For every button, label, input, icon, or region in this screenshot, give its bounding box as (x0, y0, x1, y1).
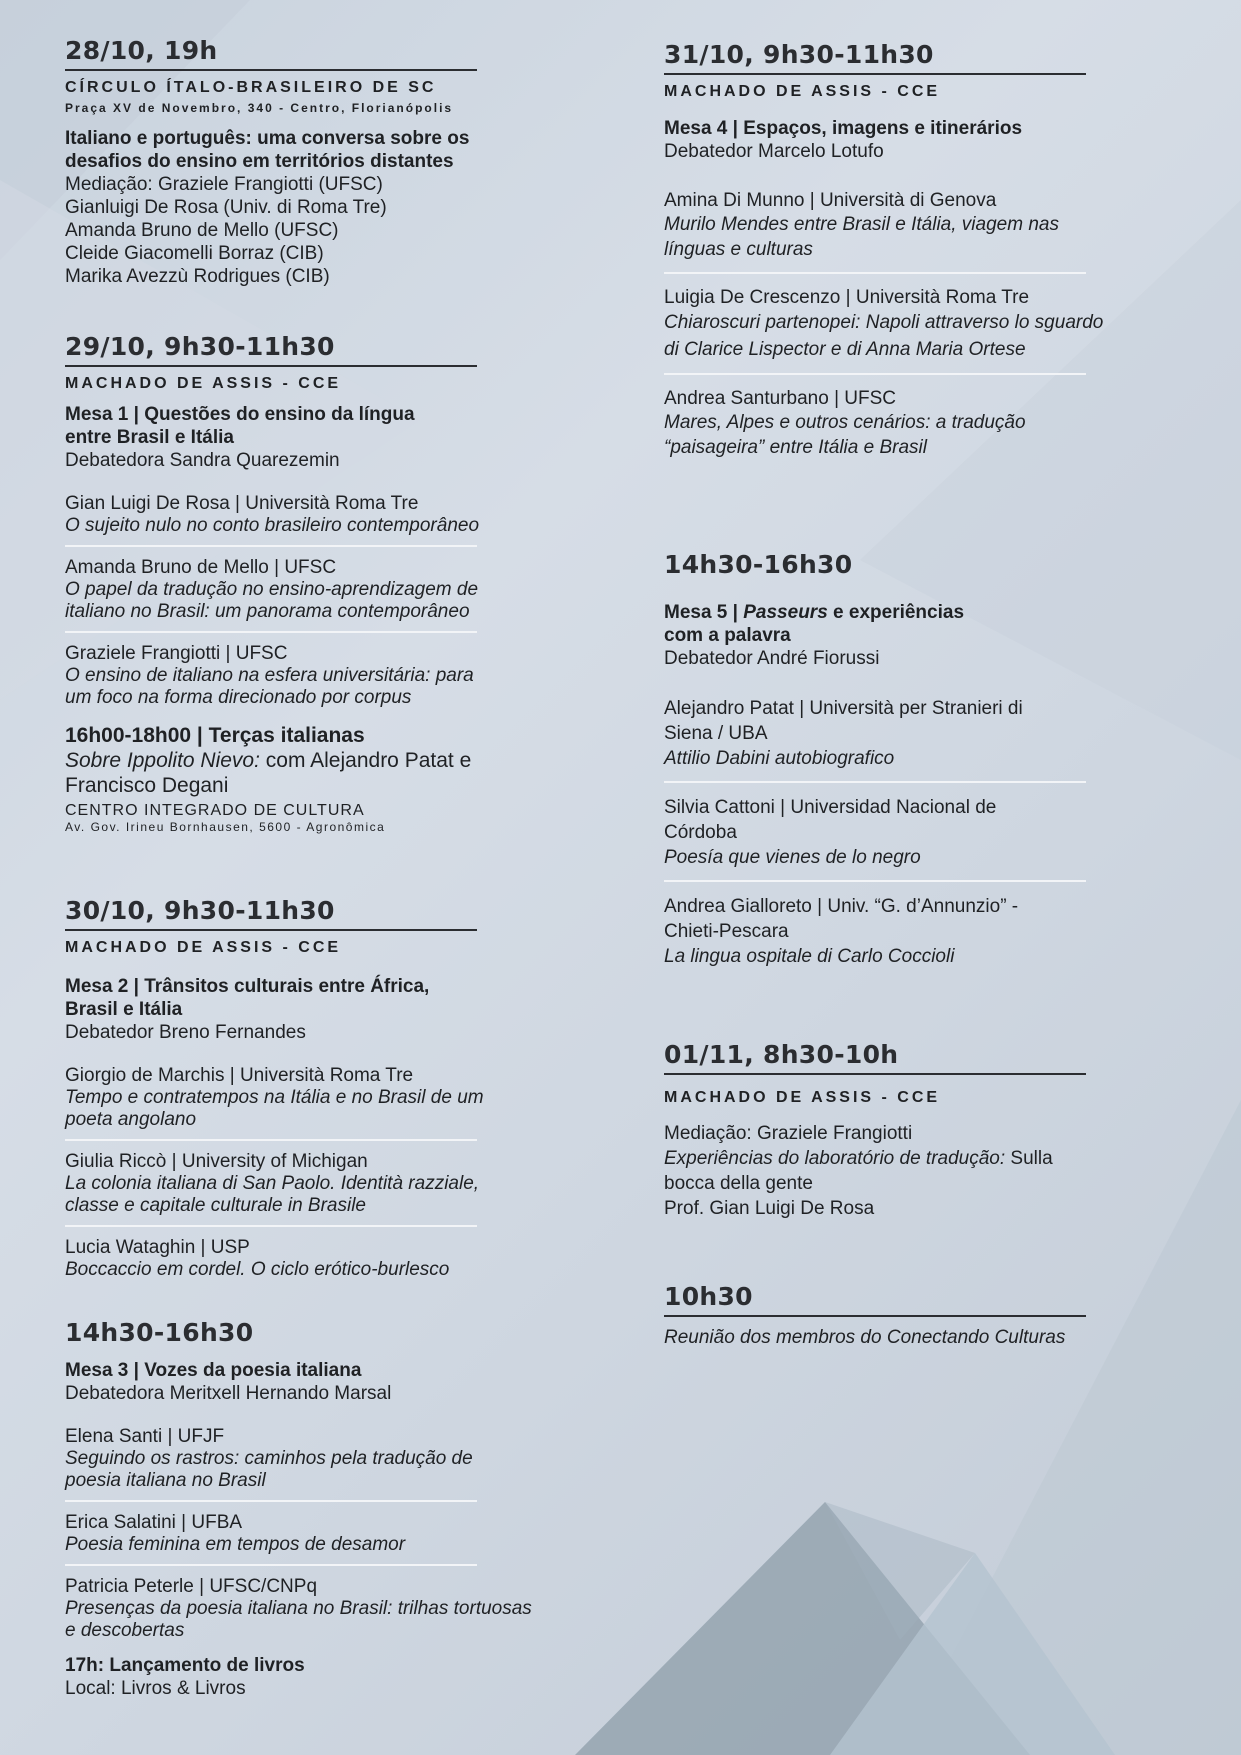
talk-title: O ensino de italiano na esfera universitária: para (65, 665, 474, 686)
venue: MACHADO DE ASSIS - CCE (65, 375, 342, 392)
divider (65, 545, 477, 547)
event-date: 01/11, 8h30-10h (664, 1040, 1086, 1075)
participant: Amanda Bruno de Mello (UFSC) (65, 220, 339, 241)
tercas-title: 16h00-18h00 | Terças italianas (65, 724, 365, 747)
talk-author: Giorgio de Marchis | Università Roma Tre (65, 1065, 414, 1086)
event-date: 30/10, 9h30-11h30 (65, 896, 477, 931)
debater: Debatedor Breno Fernandes (65, 1022, 306, 1043)
mesa-title: Mesa 1 | Questões do ensino da língua (65, 404, 415, 425)
debater: Debatedora Meritxell Hernando Marsal (65, 1383, 392, 1404)
talk-title: poeta angolano (65, 1109, 197, 1130)
talk-title: poesia italiana no Brasil (65, 1470, 266, 1491)
mesa-title: Mesa 4 | Espaços, imagens e itinerários (664, 118, 1023, 139)
talk-title: Chiaroscuri partenopei: Napoli attraverso lo sguardo (664, 312, 1104, 333)
participant: Marika Avezzù Rodrigues (CIB) (65, 266, 330, 287)
participant: Mediação: Graziele Frangiotti (UFSC) (65, 174, 383, 195)
participant: Gianluigi De Rosa (Univ. di Roma Tre) (65, 197, 387, 218)
divider (65, 631, 477, 633)
lab-title-rest: Sulla (1005, 1148, 1053, 1169)
event-title: Italiano e português: uma conversa sobre os (65, 128, 470, 149)
talk-title: Attilio Dabini autobiografico (664, 748, 895, 769)
talk-title: O papel da tradução no ensino-aprendizagem de (65, 579, 479, 600)
event-30-10 (65, 896, 484, 1281)
divider (664, 880, 1086, 882)
event-date: 28/10, 19h (65, 36, 477, 71)
mesa-title: Mesa 3 | Vozes da poesia italiana (65, 1360, 362, 1381)
event-date: 31/10, 9h30-11h30 (664, 40, 1086, 75)
talk-title: “paisageira” entre Itália e Brasil (664, 437, 927, 458)
divider (664, 781, 1086, 783)
lab-title (664, 1146, 1086, 1171)
mesa-title-part: Mesa 5 | (664, 602, 744, 623)
talk-title: um foco na forma direcionado por corpus (65, 687, 412, 708)
lab-professor: Prof. Gian Luigi De Rosa (664, 1198, 875, 1219)
talk-author: Andrea Santurbano | UFSC (664, 388, 897, 409)
mesa-title-italic: Passeurs (743, 602, 828, 623)
talk-author: Amina Di Munno | Università di Genova (664, 190, 997, 211)
book-launch-location: Local: Livros & Livros (65, 1678, 246, 1699)
tercas-desc: Francisco Degani (65, 774, 229, 797)
talk-author: Erica Salatini | UFBA (65, 1512, 243, 1533)
talk-title: línguas e culturas (664, 239, 813, 260)
book-launch: 17h: Lançamento de livros (65, 1655, 305, 1676)
talk-author: Silvia Cattoni | Universidad Nacional de (664, 797, 997, 818)
talk-title: Tempo e contratempos na Itália e no Brasil de um (65, 1087, 484, 1108)
talk-title: Boccaccio em cordel. O ciclo erótico-burlesco (65, 1259, 450, 1280)
talk-title: Mares, Alpes e outros cenários: a tradução (664, 412, 1026, 433)
talk-author: Amanda Bruno de Mello | UFSC (65, 557, 337, 578)
divider (65, 1564, 477, 1566)
event-01-11-meeting (664, 1282, 1086, 1349)
event-title: desafios do ensino em territórios distantes (65, 151, 454, 172)
debater: Debatedora Sandra Quarezemin (65, 450, 340, 471)
talk-author: Gian Luigi De Rosa | Università Roma Tre (65, 493, 419, 514)
mesa-title: entre Brasil e Itália (65, 427, 234, 448)
event-time: 14h30-16h30 (664, 550, 853, 579)
event-time: 10h30 (664, 1282, 1086, 1317)
talk-title: di Clarice Lispector e di Anna Maria Ortese (664, 339, 1026, 360)
mesa-title-part: e experiências (827, 602, 965, 623)
event-31-10-afternoon (664, 550, 1086, 969)
talk-title: Poesía que vienes de lo negro (664, 847, 921, 868)
lab-title: bocca della gente (664, 1173, 813, 1194)
divider (664, 373, 1086, 375)
tercas-desc-italic: Sobre Ippolito Nievo: (65, 749, 260, 772)
talk-title: O sujeito nulo no conto brasileiro contemporâneo (65, 515, 480, 536)
talk-title: Seguindo os rastros: caminhos pela tradução de (65, 1448, 473, 1469)
talk-author: Luigia De Crescenzo | Università Roma Tre (664, 287, 1030, 308)
participant: Cleide Giacomelli Borraz (CIB) (65, 243, 324, 264)
event-date: 29/10, 9h30-11h30 (65, 332, 477, 367)
venue: MACHADO DE ASSIS - CCE (664, 83, 941, 100)
mesa-title: Brasil e Itália (65, 999, 183, 1020)
talk-title: classe e capitale culturale in Brasile (65, 1195, 366, 1216)
lab-title-italic: Experiências do laboratório de tradução: (664, 1148, 1006, 1169)
tercas-desc-rest: com Alejandro Patat e (259, 749, 472, 772)
talk-author: Graziele Frangiotti | UFSC (65, 643, 288, 664)
venue-address: Praça XV de Novembro, 340 - Centro, Florianópolis (65, 101, 454, 115)
debater: Debatedor Marcelo Lotufo (664, 141, 884, 162)
tercas-desc (65, 748, 479, 773)
talk-author: Siena / UBA (664, 723, 768, 744)
event-29-10 (65, 332, 479, 834)
talk-title: La lingua ospitale di Carlo Coccioli (664, 946, 955, 967)
talk-author: Giulia Riccò | University of Michigan (65, 1151, 368, 1172)
talk-author: Chieti-Pescara (664, 921, 789, 942)
talk-author: Andrea Gialloreto | Univ. “G. d’Annunzio” - (664, 896, 1019, 917)
mesa-title (664, 601, 1086, 624)
event-01-11 (664, 1040, 1086, 1221)
divider (664, 272, 1086, 274)
venue: CÍRCULO ÍTALO-BRASILEIRO DE SC (65, 79, 437, 96)
event-time: 14h30-16h30 (65, 1318, 254, 1347)
event-30-10-afternoon (65, 1318, 532, 1700)
talk-title: italiano no Brasil: um panorama contemporâneo (65, 601, 470, 622)
talk-title: Murilo Mendes entre Brasil e Itália, viagem nas (664, 214, 1059, 235)
venue: MACHADO DE ASSIS - CCE (65, 939, 342, 956)
divider (65, 1225, 477, 1227)
event-28-10 (65, 36, 477, 288)
talk-title: Poesia feminina em tempos de desamor (65, 1534, 406, 1555)
cic-venue: CENTRO INTEGRADO DE CULTURA (65, 802, 365, 819)
talk-author: Patricia Peterle | UFSC/CNPq (65, 1576, 318, 1597)
meeting-title: Reunião dos membros do Conectando Culturas (664, 1327, 1066, 1348)
talk-author: Lucia Wataghin | USP (65, 1237, 250, 1258)
cic-address: Av. Gov. Irineu Bornhausen, 5600 - Agronômica (65, 820, 386, 834)
talk-author: Córdoba (664, 822, 737, 843)
talk-title: Presenças da poesia italiana no Brasil: trilhas tortuosas (65, 1598, 532, 1619)
mesa-title: Mesa 2 | Trânsitos culturais entre África, (65, 976, 430, 997)
venue: MACHADO DE ASSIS - CCE (664, 1089, 941, 1106)
event-31-10 (664, 40, 1103, 460)
talk-author: Alejandro Patat | Università per Stranieri di (664, 698, 1023, 719)
debater: Debatedor André Fiorussi (664, 648, 880, 669)
divider (65, 1139, 477, 1141)
talk-author: Elena Santi | UFJF (65, 1426, 225, 1447)
divider (65, 1500, 477, 1502)
talk-title: e descobertas (65, 1620, 185, 1641)
talk-title: La colonia italiana di San Paolo. Identità razziale, (65, 1173, 480, 1194)
mesa-title: com a palavra (664, 625, 791, 646)
mediation: Mediação: Graziele Frangiotti (664, 1123, 913, 1144)
